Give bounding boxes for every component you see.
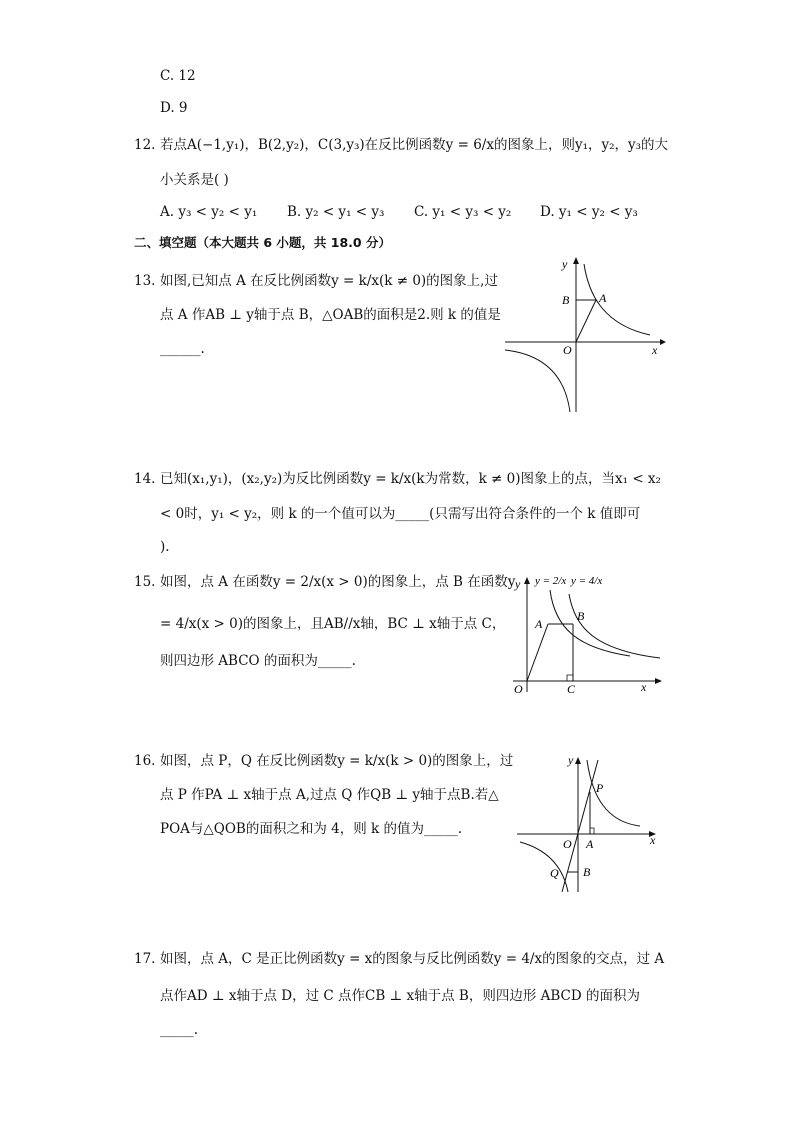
q12-number: 12. — [134, 137, 156, 153]
q13-y-arrow — [573, 257, 579, 264]
q13-x-arrow — [660, 339, 666, 345]
q13-label-o: O — [563, 343, 572, 357]
q15-line1: 如图，点 A 在函数y = 2/x(x > 0)的图象上，点 B 在函数y — [160, 574, 516, 590]
q15-right-angle-mark — [567, 675, 573, 681]
q13-line2: 点 A 作AB ⊥ y轴于点 B，△OAB的面积是2.则 k 的值是 — [160, 307, 501, 323]
q16-line2: 点 P 作PA ⊥ x轴于点 A,过点 Q 作QB ⊥ y轴于点B.若△ — [160, 787, 499, 803]
q15-label-c: C — [567, 682, 576, 696]
q16-label-p: P — [596, 781, 604, 795]
q13-label-a: A — [599, 291, 607, 305]
q15-figure — [505, 568, 670, 698]
q17-line2: 点作AD ⊥ x轴于点 D，过 C 点作CB ⊥ x轴于点 B，则四边形 ABCD 的面积为 — [160, 988, 641, 1004]
q13-label-y: y — [562, 257, 568, 271]
q13-line1: 如图,已知点 A 在反比例函数y = k/x(k ≠ 0)的图象上,过 — [160, 273, 498, 289]
q15-label-x: x — [641, 680, 647, 694]
q13-label-x: x — [652, 343, 658, 357]
q13-curve-q3 — [505, 350, 570, 412]
q16-line1: 如图，点 P，Q 在反比例函数y = k/x(k > 0)的图象上，过 — [160, 753, 514, 769]
q15-line3: 则四边形 ABCO 的面积为_____. — [160, 653, 356, 669]
q12-stem-line2: 小关系是( ) — [160, 172, 229, 188]
q16-curve-q3 — [520, 842, 568, 892]
q13-figure — [500, 252, 670, 417]
q15-label-f2: y = 4/x — [571, 575, 603, 587]
q15-label-b: B — [577, 609, 585, 623]
q15-label-a: A — [535, 617, 543, 631]
q16-label-y: y — [568, 753, 574, 767]
q15-x-arrow — [655, 678, 662, 684]
q16-right-angle-mark — [590, 828, 594, 834]
q11-option-d: D. 9 — [160, 100, 188, 116]
q15-label-f1: y = 2/x — [535, 575, 567, 587]
q15-y-arrow — [524, 577, 530, 584]
q12-option-a: A. y₃ < y₂ < y₁ — [160, 204, 258, 220]
q15-number: 15. — [134, 574, 156, 590]
q12-option-b: B. y₂ < y₁ < y₃ — [287, 204, 385, 220]
q16-label-b: B — [583, 865, 591, 879]
q14-line3: ). — [160, 539, 170, 555]
q14-number: 14. — [134, 471, 156, 487]
q16-label-q: Q — [550, 866, 559, 880]
q14-line2: < 0时，y₁ < y₂，则 k 的一个值可以为_____(只需写出符合条件的一个 k 值即可 — [160, 506, 641, 522]
q12-stem-line1: 若点A(−1,y₁)，B(2,y₂)，C(3,y₃)在反比例函数y = 6/x的图象上，则y₁，y₂，y₃的大 — [160, 137, 669, 153]
q16-label-x: x — [650, 833, 656, 847]
q16-figure — [512, 752, 662, 894]
q14-line1: 已知(x₁,y₁)，(x₂,y₂)为反比例函数y = k/x(k为常数，k ≠ 0)图象上的点，当x₁ < x₂ — [160, 471, 661, 487]
q15-label-y: y — [515, 577, 521, 591]
q17-line3: _____. — [160, 1022, 199, 1038]
q17-line1: 如图，点 A，C 是正比例函数y = x的图象与反比例函数y = 4/x的图象的交点，过 A — [160, 951, 665, 967]
q16-line3: POA与△QOB的面积之和为 4，则 k 的值为_____. — [160, 821, 463, 837]
q16-label-a: A — [586, 837, 594, 851]
q15-label-o: O — [514, 682, 523, 696]
q13-segment-oa — [576, 300, 596, 342]
q13-label-b: B — [562, 293, 570, 307]
q12-option-c: C. y₁ < y₃ < y₂ — [414, 204, 512, 220]
q12-option-d: D. y₁ < y₂ < y₃ — [540, 204, 638, 220]
q13-number: 13. — [134, 273, 156, 289]
q15-segment-oa — [527, 624, 548, 681]
q15-line2: = 4/x(x > 0)的图象上，且AB//x轴，BC ⊥ x轴于点 C， — [160, 616, 506, 632]
q15-curve-2-over-x — [550, 590, 630, 656]
q16-label-o: O — [563, 837, 572, 851]
q17-number: 17. — [134, 951, 156, 967]
q16-number: 16. — [134, 753, 156, 769]
q13-line3: ______. — [160, 341, 205, 357]
q15-curve-4-over-x — [569, 594, 660, 658]
q16-y-arrow — [575, 757, 581, 764]
q11-option-c: C. 12 — [160, 68, 196, 84]
section-title-fill-in: 二、填空题（本大题共 6 小题，共 18.0 分） — [134, 235, 391, 250]
